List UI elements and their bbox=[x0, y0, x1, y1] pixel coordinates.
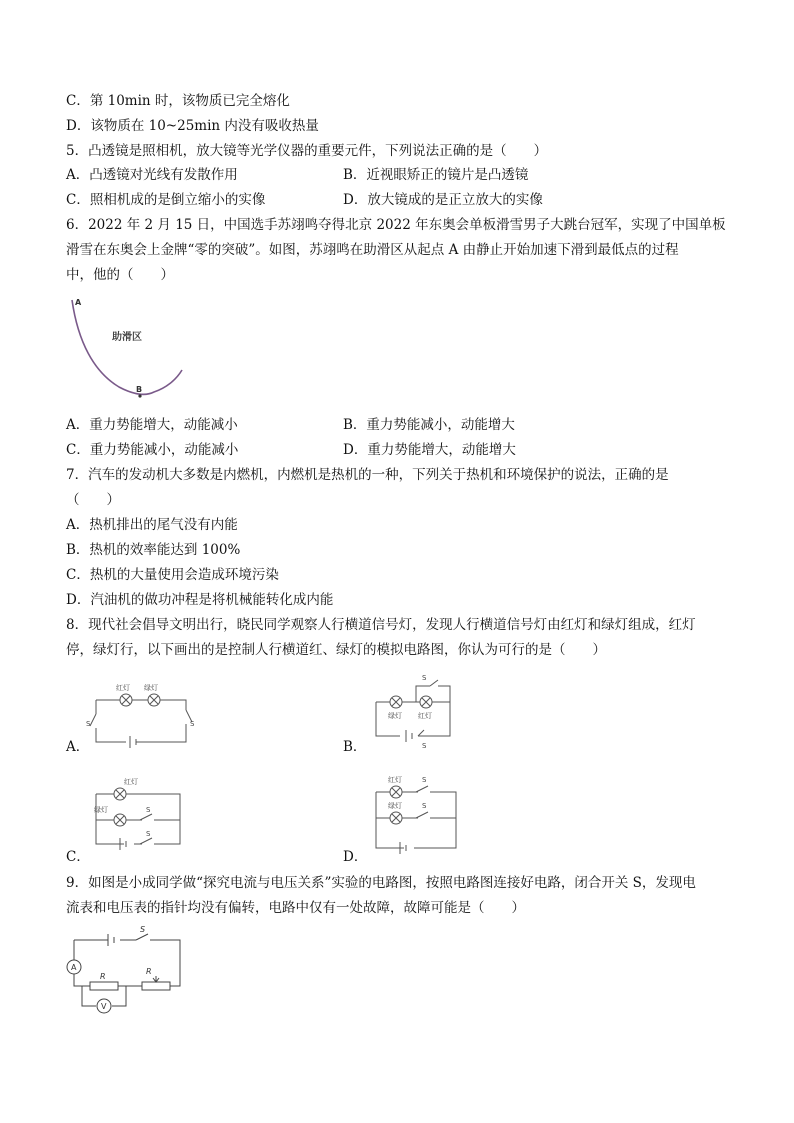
q8-option-d-label: D． bbox=[343, 849, 368, 865]
q6-option-b: B．重力势能减小，动能增大 bbox=[343, 417, 515, 433]
switch-s1-label: S bbox=[422, 776, 427, 784]
voltmeter-label: V bbox=[101, 1002, 107, 1011]
q8-option-a-label: A． bbox=[66, 739, 90, 755]
red-lamp-label: 红灯 bbox=[124, 778, 138, 786]
q8-option-b-label: B． bbox=[343, 739, 367, 755]
green-lamp-label: 绿灯 bbox=[144, 684, 158, 692]
green-lamp-label: 绿灯 bbox=[388, 712, 402, 720]
switch-s2-label: S bbox=[422, 674, 427, 682]
red-lamp-label: 红灯 bbox=[418, 712, 432, 720]
green-lamp-label: 绿灯 bbox=[94, 806, 108, 814]
q6-option-a: A．重力势能增大，动能减小 bbox=[66, 417, 238, 433]
q9-circuit-figure bbox=[62, 924, 190, 1018]
q4-option-c: C．第 10min 时，该物质已完全熔化 bbox=[66, 93, 290, 109]
rheostat-r-label: R bbox=[146, 967, 152, 976]
point-b-label: B bbox=[136, 385, 143, 394]
switch-s2-label: S bbox=[86, 720, 91, 728]
circuit-b bbox=[370, 672, 456, 750]
q7-option-c: C．热机的大量使用会造成环境污染 bbox=[66, 567, 279, 583]
q5-option-c: C．照相机成的是倒立缩小的实像 bbox=[66, 192, 266, 208]
q6-option-d: D．重力势能增大，动能增大 bbox=[343, 442, 516, 458]
switch-s1-label: S bbox=[146, 830, 151, 838]
q6-stem-line2: 滑雪在东奥会上金牌“零的突破”。如图，苏翊鸣在助滑区从起点 A 由静止开始加速下滑到最低点的过程 bbox=[66, 242, 679, 258]
q7-stem-line1: 7．汽车的发动机大多数是内燃机，内燃机是热机的一种，下列关于热机和环境保护的说法，正确的是 bbox=[66, 467, 669, 483]
q7-option-a: A．热机排出的尾气没有内能 bbox=[66, 517, 238, 533]
ski-slope-figure bbox=[64, 292, 189, 402]
slope-curve bbox=[72, 300, 182, 394]
q5-stem: 5．凸透镜是照相机，放大镜等光学仪器的重要元件，下列说法正确的是（ ） bbox=[66, 143, 548, 159]
switch-s2-label: S bbox=[422, 802, 427, 810]
resistor-r1-label: R bbox=[100, 972, 106, 981]
q5-option-b: B．近视眼矫正的镜片是凸透镜 bbox=[343, 167, 529, 183]
q6-stem-line3: 中，他的（ ） bbox=[66, 267, 174, 283]
q6-stem-line1: 6．2022 年 2 月 15 日，中国选手苏翊鸣夺得北京 2022 年东奥会单板滑雪男子大跳台冠军，实现了中国单板 bbox=[66, 217, 726, 233]
q7-option-d: D．汽油机的做功冲程是将机械能转化成内能 bbox=[66, 592, 334, 608]
q7-option-b: B．热机的效率能达到 100% bbox=[66, 542, 241, 558]
switch-s-label: S bbox=[140, 925, 146, 934]
q8-stem-line2: 停，绿灯行，以下画出的是控制人行横道红、绿灯的模拟电路图，你认为可行的是（ ） bbox=[66, 642, 606, 658]
red-lamp-label: 红灯 bbox=[388, 776, 402, 784]
q4-option-d: D．该物质在 10~25min 内没有吸收热量 bbox=[66, 118, 319, 134]
switch-s1-label: S bbox=[422, 742, 427, 750]
ammeter-label: A bbox=[71, 963, 77, 972]
point-b-marker bbox=[138, 394, 141, 397]
circuit-c bbox=[90, 772, 190, 864]
q8-option-c-label: C． bbox=[66, 849, 90, 865]
circuit-d bbox=[370, 772, 462, 864]
q5-option-a: A．凸透镜对光线有发散作用 bbox=[66, 167, 238, 183]
circuit-a bbox=[86, 680, 198, 750]
point-a-label: A bbox=[75, 298, 82, 307]
q5-option-d: D．放大镜成的是正立放大的实像 bbox=[343, 192, 543, 208]
q8-stem-line1: 8．现代社会倡导文明出行，晓民同学观察人行横道信号灯，发现人行横道信号灯由红灯和绿灯组成，红灯 bbox=[66, 617, 696, 633]
green-lamp-label: 绿灯 bbox=[388, 802, 402, 810]
switch-s2-label: S bbox=[146, 806, 151, 814]
q6-option-c: C．重力势能减小，动能减小 bbox=[66, 442, 239, 458]
switch-s1-label: S bbox=[190, 720, 195, 728]
q9-stem-line2: 流表和电压表的指针均没有偏转，电路中仅有一处故障，故障可能是（ ） bbox=[66, 900, 525, 916]
q9-stem-line1: 9．如图是小成同学做“探究电流与电压关系”实验的电路图，按照电路图连接好电路，闭合开关 S，发现电 bbox=[66, 875, 696, 891]
zone-label: 助滑区 bbox=[112, 332, 142, 343]
q7-stem-line2: （ ） bbox=[66, 492, 120, 508]
red-lamp-label: 红灯 bbox=[116, 684, 130, 692]
